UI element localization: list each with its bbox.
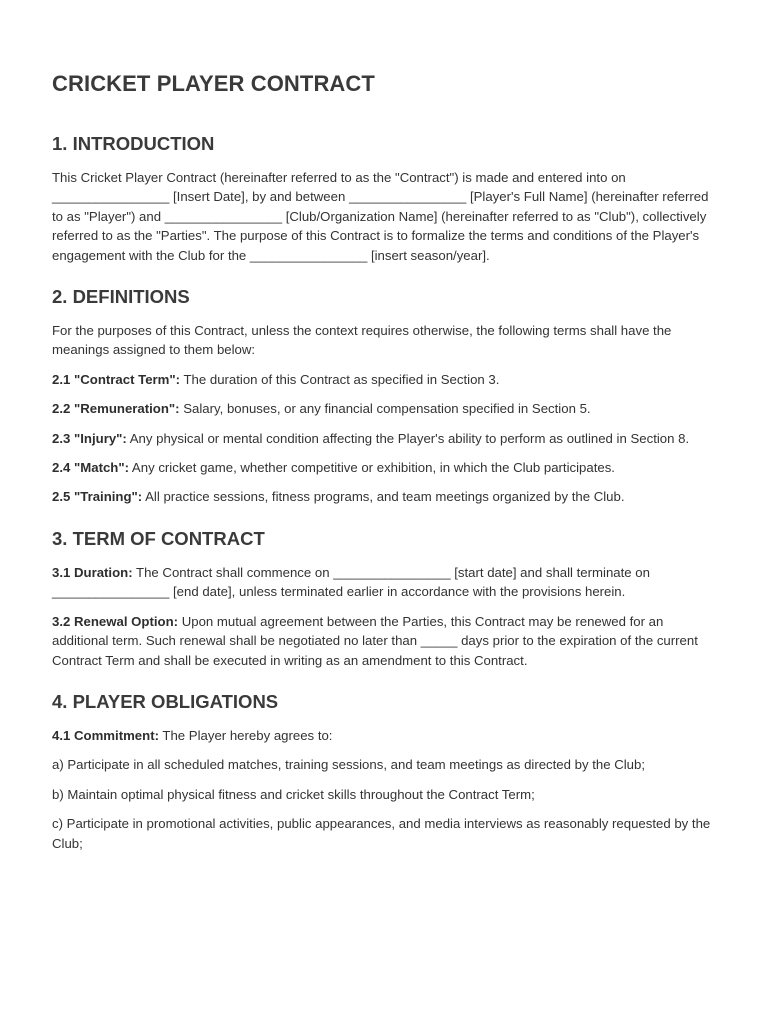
list-item-text: a) Participate in all scheduled matches, training sessions, and team meetings as directed by the Club; xyxy=(52,757,646,773)
section-heading: 2. DEFINITIONS xyxy=(52,286,190,308)
list-item xyxy=(52,814,722,853)
clause-item xyxy=(52,612,722,670)
list-item-text: c) Participate in promotional activities, public appearances, and media interviews as reasonably requested by the Club; xyxy=(52,816,711,851)
section-heading: 4. PLAYER OBLIGATIONS xyxy=(52,690,279,712)
clause-text: The Contract shall commence on ________________ [start date] and shall terminate on ________________ [end date], unless terminated earlier in accordance with the provisions herein. xyxy=(52,564,650,600)
paragraph xyxy=(52,168,722,265)
definition-item xyxy=(52,458,722,477)
list-item xyxy=(52,785,722,804)
definition-item xyxy=(52,399,722,418)
definition-text: Any physical or mental condition affecting the Player's ability to perform as outlined in Section 8. xyxy=(126,430,690,446)
paragraph xyxy=(52,321,722,360)
definition-text: All practice sessions, fitness programs, and team meetings organized by the Club. xyxy=(142,489,625,505)
definition-term: 2.1 "Contract Term": xyxy=(52,371,181,387)
definition-item xyxy=(52,487,722,506)
definition-term: 2.4 "Match": xyxy=(52,460,129,476)
list-item xyxy=(52,755,722,774)
definition-term: 2.2 "Remuneration": xyxy=(52,401,180,417)
definition-text: Any cricket game, whether competitive or exhibition, in which the Club participates. xyxy=(129,460,615,476)
paragraph-text: This Cricket Player Contract (hereinafter referred to as the "Contract") is made and entered into on ________________ [Insert Date], by and between ________________ [Player's Full Name] (hereinafter referred to as "Player") and ________________ [Club/Organization Name] (hereinafter referred to as "Club"), collectively referred to as the "Parties". The purpose of this Contract is to formalize the terms and conditions of the Player's engagement with the Club for the ________________ [insert season/year]. xyxy=(52,170,709,263)
paragraph-text: For the purposes of this Contract, unless the context requires otherwise, the following terms shall have the meanings assigned to them below: xyxy=(52,323,672,358)
definition-item xyxy=(52,429,722,448)
clause-text: The Player hereby agrees to: xyxy=(158,727,333,743)
clause-term: 3.2 Renewal Option: xyxy=(52,613,179,629)
section-introduction xyxy=(52,132,722,265)
definition-text: Salary, bonuses, or any financial compensation specified in Section 5. xyxy=(179,401,591,417)
clause-term: 3.1 Duration: xyxy=(52,564,133,580)
definition-item xyxy=(52,370,722,389)
clause-text: Upon mutual agreement between the Parties, this Contract may be renewed for an additional term. Such renewal shall be negotiated no later than _____ days prior to the expiration of the current Contract Term and shall be executed in writing as an amendment to this Contract. xyxy=(52,613,698,668)
clause-item xyxy=(52,563,722,602)
definition-term: 2.3 "Injury": xyxy=(52,430,127,446)
definition-text: The duration of this Contract as specified in Section 3. xyxy=(180,371,500,387)
section-heading: 3. TERM OF CONTRACT xyxy=(52,527,265,549)
clause-term: 4.1 Commitment: xyxy=(52,727,159,743)
contract-document xyxy=(52,70,722,873)
section-definitions xyxy=(52,285,722,507)
definition-term: 2.5 "Training": xyxy=(52,489,143,505)
section-player-obligations xyxy=(52,690,722,853)
list-item-text: b) Maintain optimal physical fitness and cricket skills throughout the Contract Term; xyxy=(52,786,535,802)
section-term-of-contract xyxy=(52,527,722,670)
section-heading: 1. INTRODUCTION xyxy=(52,133,215,154)
document-title: CRICKET PLAYER CONTRACT xyxy=(52,71,375,96)
clause-item xyxy=(52,726,722,745)
